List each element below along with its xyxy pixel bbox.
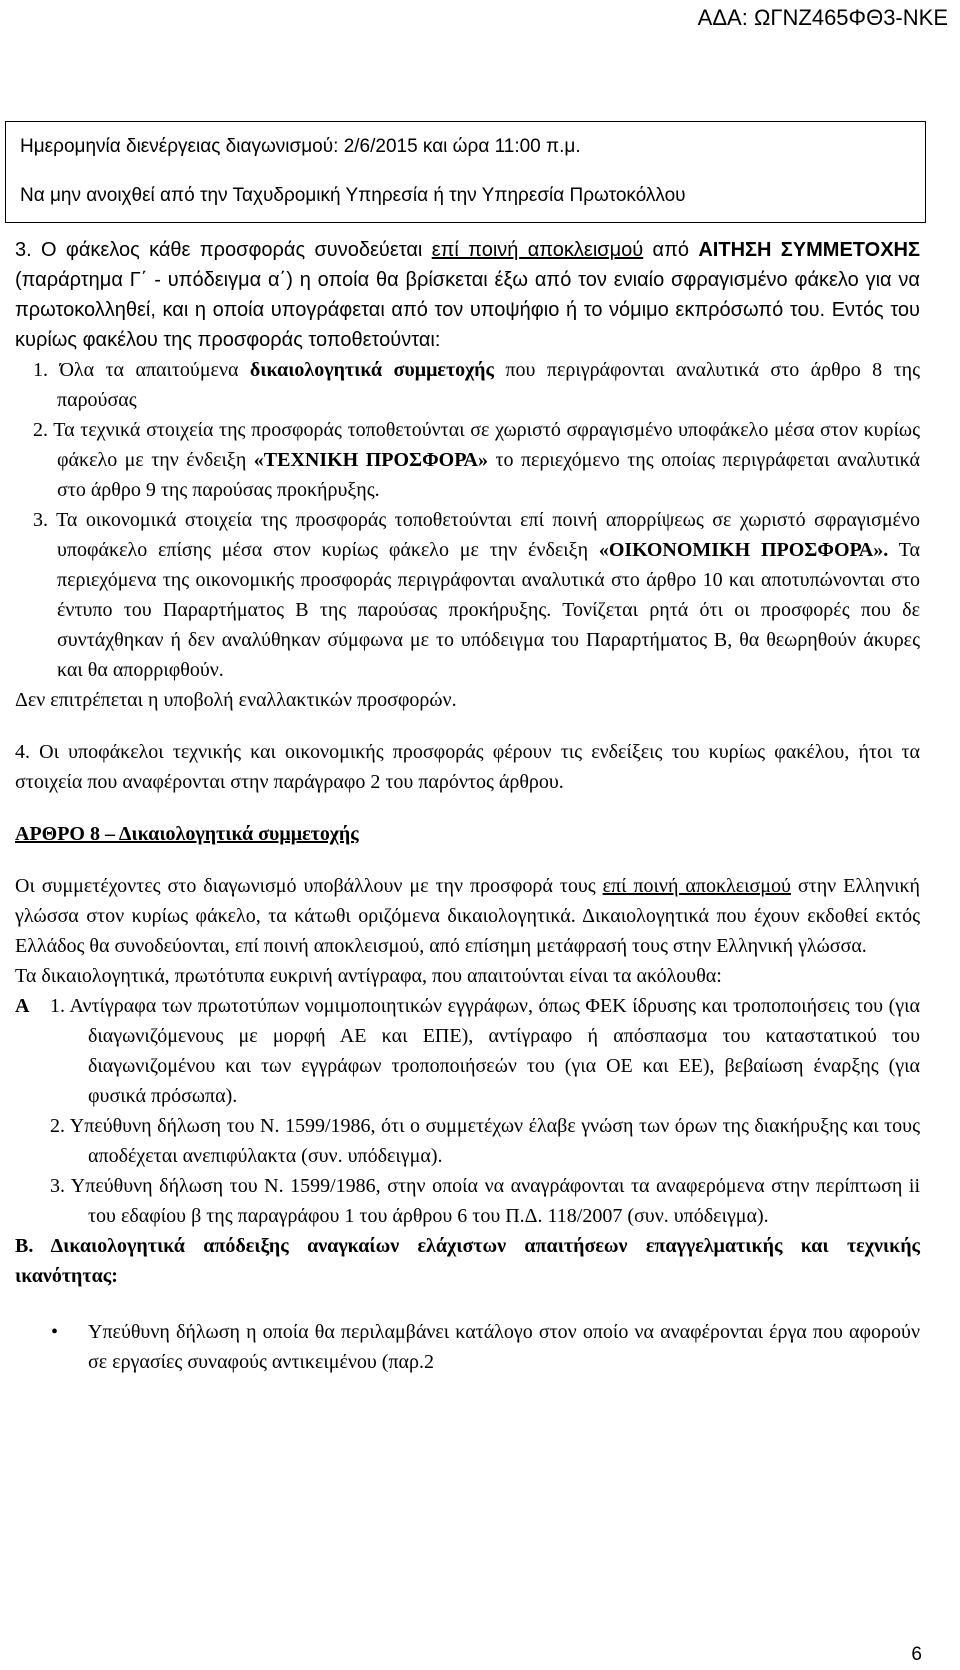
text-run: Οι συμμετέχοντες στο διαγωνισμό υποβάλλουν με την προσφορά τους: [15, 875, 603, 897]
text-run: 1. Όλα τα απαιτούμενα: [33, 359, 250, 381]
ada-code: ΑΔΑ: ΩΓΝΖ465ΦΘ3-ΝΚΕ: [697, 5, 948, 30]
paragraph-3: [15, 235, 920, 355]
text-run: 2. Τα τεχνικά στοιχεία της προσφοράς τοποθετούνται σε χωριστό σφραγισμένο υποφάκελο μέσα στον κυρίως φάκελο με την ένδειξη: [33, 419, 920, 471]
page-number: 6: [911, 1644, 922, 1665]
section-b-heading: Β. Δικαιολογητικά απόδειξης αναγκαίων ελάχιστων απαιτήσεων επαγγελματικής και τεχνικής ικανότητας:: [15, 1235, 920, 1287]
spacer: [15, 797, 920, 819]
bullet-text: Υπεύθυνη δήλωση η οποία θα περιλαμβάνει κατάλογο στον οποίο να αναφέρονται έργα που αφορούν σε εργασίες συναφούς αντικειμένου (παρ.2: [88, 1321, 920, 1373]
section-a-item-2: 2. Υπεύθυνη δήλωση του Ν. 1599/1986, ότι ο συμμετέχων έλαβε γνώση των όρων της διακήρυξης και τους αποδέχεται ανεπιφύλακτα (συν. υπόδειγμα).: [50, 1115, 920, 1167]
paragraph-4: 4. Οι υποφάκελοι τεχνικής και οικονομικής προσφοράς φέρουν τις ενδείξεις του κυρίως φακέλου, ήτοι τα στοιχεία που αναφέρονται στην παράγραφο 2 του παρόντος άρθρου.: [15, 741, 920, 793]
text-run: 3. Τα οικονομικά στοιχεία της προσφοράς τοποθετούνται επί ποινή απορρίψεως σε χωριστό σφραγισμένο υποφάκελο επίσης μέσα στον κυρίως φάκελο με την ένδειξη: [33, 509, 920, 561]
bold-text: δικαιολογητικά συμμετοχής: [249, 359, 494, 381]
bold-text: ΑΙΤΗΣΗ ΣΥΜΜΕΤΟΧΗΣ: [698, 239, 920, 261]
section-a-item-3: 3. Υπεύθυνη δήλωση του Ν. 1599/1986, στην οποία να αναγράφονται τα αναφερόμενα στην περίπτωση ii του εδαφίου β της παραγράφου 1 του άρθρου 6 του Π.Δ. 118/2007 (συν. υπόδειγμα).: [50, 1175, 920, 1227]
box-line-warning: Να μην ανοιχθεί από την Ταχυδρομική Υπηρεσία ή την Υπηρεσία Πρωτοκόλλου: [20, 185, 686, 206]
text-run: το περιεχόμενο της οποίας περιγράφεται αναλυτικά στο άρθρο 9 της παρούσας προκήρυξης.: [57, 449, 921, 501]
bold-text: «ΤΕΧΝΙΚΗ ΠΡΟΣΦΟΡΑ»: [253, 449, 488, 471]
text-run: από: [643, 239, 699, 261]
document-body: [15, 235, 920, 1377]
list-item-3: [15, 505, 920, 685]
article-8-paragraph-1: [15, 871, 920, 961]
text-run: που περιγράφονται αναλυτικά στο άρθρο 8 της παρούσας: [57, 359, 921, 411]
bullet-item: [15, 1317, 920, 1377]
bullet-icon: •: [51, 1321, 59, 1343]
text-run: στην Ελληνική γλώσσα στον κυρίως φάκελο, τα κάτωθι οριζόμενα δικαιολογητικά. Δικαιολογητικά που έχουν εκδοθεί εκτός Ελλάδος θα συνοδεύονται, επί ποινή αποκλεισμού, από επίσημη μετάφρασή τους στην Ελληνική γλώσσα.: [15, 875, 921, 957]
section-a: [15, 991, 920, 1231]
section-a-item-1: 1. Αντίγραφα των πρωτοτύπων νομιμοποιητικών εγγράφων, όπως ΦΕΚ ίδρυσης και τροποποιήσεις του (για διαγωνιζόμενους με μορφή ΑΕ και ΕΠΕ), αντίγραφο ή απόσπασμα του καταστατικού του διαγωνιζομένου και των εγγράφων τροποποιήσεών του (για ΟΕ και ΕΕ), βεβαίωση έναρξης (για φυσικά πρόσωπα).: [50, 995, 920, 1107]
deadline-box: [5, 121, 926, 223]
box-line-date: Ημερομηνία διενέργειας διαγωνισμού: 2/6/2015 και ώρα 11:00 π.μ.: [20, 136, 581, 157]
underlined-text: επί ποινή αποκλεισμού: [602, 875, 791, 897]
bold-text: «ΟΙΚΟΝΟΜΙΚΗ ΠΡΟΣΦΟΡΑ».: [598, 539, 889, 561]
section-a-label: Α: [15, 995, 30, 1017]
underlined-text: επί ποινή αποκλεισμού: [431, 239, 644, 261]
text-run: 3. Ο φάκελος κάθε προσφοράς συνοδεύεται: [15, 239, 432, 261]
article-8-paragraph-2: Τα δικαιολογητικά, πρωτότυπα ευκρινή αντίγραφα, που απαιτούνται είναι τα ακόλουθα:: [15, 965, 722, 987]
article-8-heading: ΑΡΘΡΟ 8 – Δικαιολογητικά συμμετοχής: [15, 823, 359, 845]
no-alternatives-note: Δεν επιτρέπεται η υποβολή εναλλακτικών προσφορών.: [15, 689, 457, 711]
spacer: [15, 849, 920, 871]
text-run: (παράρτημα Γ΄ - υπόδειγμα α΄) η οποία θα βρίσκεται έξω από τον ενιαίο σφραγισμένο φάκελο για να πρωτοκολληθεί, και η οποία υπογράφεται από τον υποψήφιο ή το νόμιμο εκπρόσωπό του. Εντός του κυρίως φακέλου της προσφοράς τοποθετούνται:: [15, 269, 920, 351]
list-item-1: [15, 355, 920, 415]
list-item-2: [15, 415, 920, 505]
spacer: [15, 715, 920, 737]
text-run: Τα περιεχόμενα της οικονομικής προσφοράς περιγράφονται αναλυτικά στο άρθρο 10 και αποτυπώνονται στο έντυπο του Παραρτήματος Β της παρούσας προκήρυξης. Τονίζεται ρητά ότι οι προσφορές που δε συντάχθηκαν ή δεν αναλύθηκαν σύμφωνα με το υπόδειγμα του Παραρτήματος Β, θα θεωρηθούν άκυρες και θα απορριφθούν.: [57, 539, 920, 681]
